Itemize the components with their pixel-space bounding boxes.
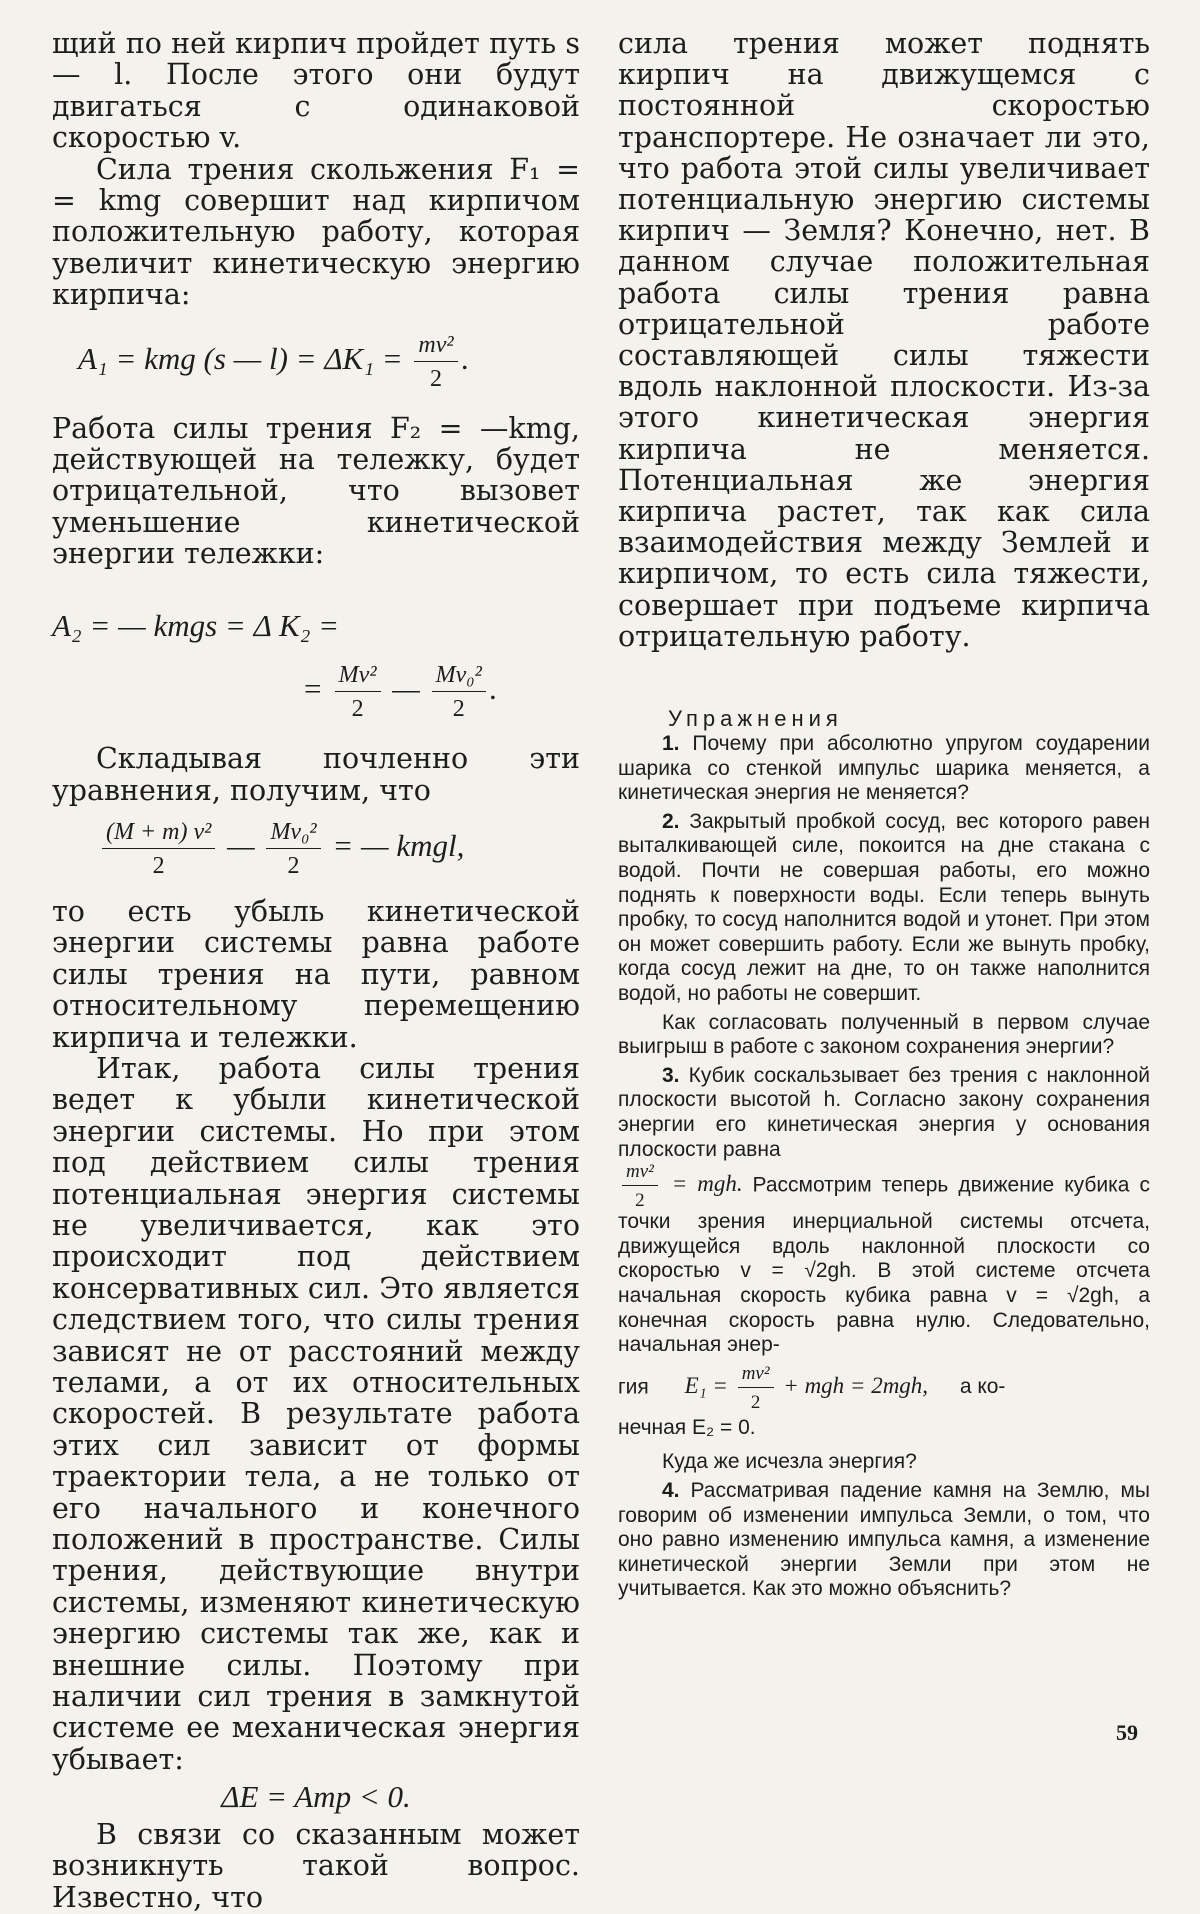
left-column xyxy=(52,28,580,1913)
fraction-denominator: 2 xyxy=(430,365,442,392)
formula-sum xyxy=(98,820,580,878)
fraction xyxy=(335,663,381,721)
page-number: 59 xyxy=(1116,1720,1138,1745)
exercise-number: 3. xyxy=(662,1063,680,1087)
formula-work-cart xyxy=(52,607,580,643)
exercise-text xyxy=(618,1162,1150,1358)
exercise-item xyxy=(618,1064,1150,1162)
exercise-text: Куда же исчезла энергия? xyxy=(662,1450,917,1474)
formula-work-brick xyxy=(78,333,580,391)
fraction xyxy=(432,663,486,721)
exercises-heading: Упражнения xyxy=(668,706,843,732)
fraction xyxy=(266,820,320,878)
exercise-text: нечная E₂ = 0. xyxy=(618,1415,756,1439)
formula-work-cart-rhs xyxy=(302,663,580,721)
fraction-numerator: (M + m) v² xyxy=(102,820,215,849)
exercise-text: Рассматривая падение камня на Землю, мы говорим об изменении импульса Земли, о том, что оно равно изменению импульса камня, а изменение кинетической энергии Земли при этом не учитывается. Как это можно объяснить? xyxy=(618,1478,1150,1601)
paragraph: щий по ней кирпич пройдет путь s — l. После этого они будут двигаться с одинаковой скоростью v. xyxy=(52,27,580,155)
formula-text: = mgh. xyxy=(671,1171,743,1197)
paragraph: сила трения может поднять кирпич на движущемся с постоянной скоростью транспортере. Не означает ли это, что работа этой силы увеличивает потенциальную энергию системы кирпич — Земля? Конечно, нет. В данном случае положительная работа силы трения равна отрицательной работе составляющей силы тяжести вдоль наклонной плоскости. Из-за этого кинетическая энергия кирпича не меняется. Потенциальная же энергия кирпича растет, так как сила взаимодействия между Землей и кирпичом, то есть сила тяжести, совершает при подъеме кирпича отрицательную работу. xyxy=(618,27,1150,653)
exercises-list xyxy=(618,732,1150,1602)
exercise-number: 1. xyxy=(662,732,680,756)
exercise-item xyxy=(618,1479,1150,1602)
formula-text: = xyxy=(302,671,323,707)
fraction xyxy=(622,1162,658,1210)
fraction-numerator: Mv₀² xyxy=(432,663,486,692)
fraction-numerator: Mv² xyxy=(335,663,381,692)
fraction-numerator: mv² xyxy=(738,1364,774,1388)
exercise-text: Закрытый пробкой сосуд, вес которого равен выталкивающей силе, покоится на дне стакана с водой. Почти не совершая работы, его можно поднять к поверхности воды. Если теперь вынуть пробку, то сосуд наполнится водой и утонет. При этом он может совершить работу. Если же вынуть пробку, когда сосуд лежит на дне, то он также наполнится водой, но работы не совершит. xyxy=(618,809,1150,1005)
exercise-text: Кубик соскальзывает без трения с наклонной плоскости высотой h. Согласно закону сохранения энергии его кинетическая энергия у основания плоскости равна xyxy=(618,1063,1150,1161)
fraction-denominator: 2 xyxy=(152,852,165,879)
exercise-item xyxy=(618,810,1150,1007)
formula-minus: — xyxy=(392,671,420,707)
paragraph: Работа силы трения F₂ = —kmg, действующей на тележку, будет отрицательной, что вызовет уменьшение кинетической энергии тележки: xyxy=(52,411,580,571)
exercise-number: 4. xyxy=(662,1478,680,1502)
formula-end: . xyxy=(489,671,498,707)
exercise-formula-line xyxy=(618,1364,1150,1412)
exercise-number: 2. xyxy=(662,809,680,833)
fraction-denominator: 2 xyxy=(351,696,364,723)
paragraph: В связи со сказанным может возникнуть такой вопрос. Известно, что xyxy=(52,1817,580,1914)
paragraph: Итак, работа силы трения ведет к убыли кинетической энергии системы. Но при этом под действием силы трения потенциальная энергия системы не увеличивается, как это происходит под действием консервативных сил. Это является следствием того, что силы трения зависят не от расстояний между телами, а от их относительных скоростей. В результате работа этих сил зависит от формы траектории тела, а не только от его начального и конечного положений в пространстве. Силы трения, действующие внутри системы, изменяют кинетическую энергию системы так же, как и внешние силы. Поэтому при наличии сил трения в замкнутой системе ее механическая энергия убывает: xyxy=(52,1051,580,1776)
exercise-text: гия xyxy=(618,1375,649,1398)
exercise-text: а ко- xyxy=(959,1375,1006,1398)
fraction-denominator: 2 xyxy=(635,1190,645,1212)
formula-minus: — xyxy=(227,828,255,864)
fraction-numerator: Mv₀² xyxy=(266,820,320,849)
paragraph: то есть убыль кинетической энергии системы равна работе силы трения на пути, равном относительному перемещению кирпича и тележки. xyxy=(52,894,580,1054)
fraction xyxy=(738,1364,774,1412)
formula-text: A₂ = — kmgs = Δ K₂ = xyxy=(52,607,340,643)
right-column xyxy=(618,28,1150,1602)
exercise-text: Рассмотрим теперь движение кубика с точки зрения инерциальной системы отсчета, движущейся вдоль наклонной плоскости со скоростью v = √2gh. В этой системе отсчета начальная скорость кубика равна v = √2gh, а конечная скорость равна нулю. Следовательно, начальная энер- xyxy=(618,1173,1150,1357)
fraction-numerator: mv² xyxy=(414,333,457,362)
fraction-numerator: mv² xyxy=(622,1162,658,1186)
fraction-denominator: 2 xyxy=(452,696,465,723)
fraction xyxy=(414,333,457,391)
formula-text: E₁ = xyxy=(684,1373,728,1398)
formula-energy-loss: ΔE = Aтр < 0. xyxy=(221,1779,411,1815)
inline-formula xyxy=(684,1362,934,1413)
formula-text: = — kmgl, xyxy=(332,828,465,864)
fraction-denominator: 2 xyxy=(287,852,300,879)
formula-end: . xyxy=(461,340,470,376)
fraction xyxy=(102,820,215,878)
paragraph: Складывая почленно эти уравнения, получим, что xyxy=(52,742,580,807)
inline-formula xyxy=(618,1161,753,1212)
fraction-denominator: 2 xyxy=(750,1391,761,1413)
exercise-item xyxy=(618,732,1150,806)
exercise-text: Как согласовать полученный в первом случае выигрыш в работе с законом сохранения энергии? xyxy=(618,1010,1150,1059)
paragraph: Сила трения скольжения F₁ = = kmg совершит над кирпичом положительную работу, которая увеличит кинетическую энергию кирпича: xyxy=(52,152,580,312)
exercise-text: Почему при абсолютно упругом соударении шарика со стенкой импульс шарика меняется, а кинетическая энергия не меняется? xyxy=(618,732,1150,805)
formula-text: A₁ = kmg (s — l) = ΔK₁ = xyxy=(78,340,403,376)
formula-text: + mgh = 2mgh, xyxy=(783,1373,929,1398)
